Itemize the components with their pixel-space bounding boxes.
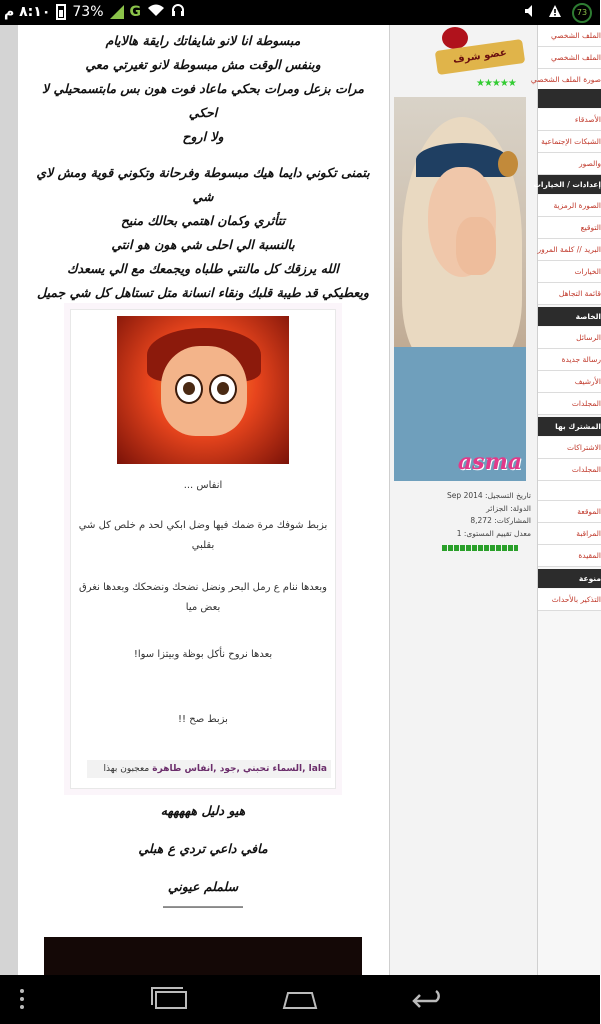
author-profile xyxy=(389,25,537,975)
sidebar-item-archive[interactable]: الأرشيف xyxy=(538,371,601,393)
left-gutter xyxy=(0,25,18,975)
cartoon-girl-image xyxy=(117,316,289,464)
signal-icon xyxy=(110,5,124,19)
sidebar-item-photos[interactable]: والصور xyxy=(538,153,601,175)
rank-title: عضو شرف xyxy=(435,39,525,75)
post-line: الله يرزقك كل مالنتي طلباه ويجمعك مع الي يسعدك xyxy=(67,261,339,276)
reg-date: Sep 2014 xyxy=(447,491,483,500)
country-row: الدولة: الجزائر xyxy=(486,503,531,513)
post-line: بتمنى تكوني دايما هيك مبسوطة وفرحانة وتكوني قوية ومش لاي شي xyxy=(36,165,370,204)
sidebar-item-event-reminder[interactable]: التذكير بالأحداث xyxy=(538,589,601,611)
level-bar xyxy=(442,545,518,551)
dark-image xyxy=(44,937,362,975)
sidebar-item-social[interactable]: الشبكات الإجتماعية xyxy=(538,131,601,153)
headset-icon xyxy=(171,3,185,21)
sidebar-item-folders[interactable]: المجلدات xyxy=(538,393,601,415)
sidebar-item-profile-picture[interactable]: صورة الملف الشخصي xyxy=(538,69,601,91)
sidebar-item-email-password[interactable]: البريد // كلمة المرور xyxy=(538,239,601,261)
status-right xyxy=(524,3,592,23)
post-end-line: مافي داعي تردي ع هبلي xyxy=(138,841,268,856)
sidebar-head-subscribed[interactable]: المشترك بها xyxy=(538,417,601,436)
post-line: ويعطيكي قد طيبة قلبك ونقاء انسانة متل تستاهل كل شي جميل xyxy=(37,285,369,300)
post-line: بالنسبة الي احلى شي هون هو انتي xyxy=(111,237,295,252)
back-icon[interactable] xyxy=(410,989,446,1011)
sidebar-item-ignore-list[interactable]: قائمة التجاهل xyxy=(538,283,601,305)
posts-count: 8,272 xyxy=(470,516,492,525)
avatar-signature: asma xyxy=(457,449,522,475)
warning-icon xyxy=(548,4,562,22)
android-nav-bar xyxy=(0,975,600,1024)
sidebar-item-new-message[interactable]: رسالة جديدة xyxy=(538,349,601,371)
quote-line: بزبط صح !! xyxy=(178,714,228,725)
post-line: مرات بزعل ومرات بحكي ماعاد فوت هون بس مابتسمحيلي لا احكي xyxy=(42,81,364,120)
sidebar-item-profile-2[interactable]: الملف الشخصي xyxy=(538,47,601,69)
status-bar xyxy=(0,0,600,25)
sidebar-head-settings[interactable]: إعدادات / الخيارات xyxy=(538,175,601,194)
reg-date-row: تاريخ التسجيل: Sep 2014 xyxy=(447,491,531,500)
likes-users[interactable]: lala ,السماء تحبني ,جود ,انفاس طاهرة xyxy=(152,764,327,774)
avatar[interactable] xyxy=(394,97,526,481)
likes-suffix: معجبون بهذا xyxy=(103,764,150,774)
post-end-line: سلملم عيوني xyxy=(167,879,239,894)
home-icon[interactable] xyxy=(282,991,318,1009)
quote-caption: انفاس ... xyxy=(183,480,223,491)
clock: ٨:١٠ م xyxy=(4,4,51,20)
quote-line: بزبط شوفك مرة ضمك فيها وضل ابكي لحد م خلص كل شي بقلبي xyxy=(78,520,328,551)
sidebar-item-signed[interactable]: الموقعة xyxy=(538,501,601,523)
recent-apps-icon[interactable] xyxy=(155,991,187,1009)
post-divider: ________________ xyxy=(163,897,243,908)
sidebar-head-network[interactable] xyxy=(538,89,601,108)
sidebar-head-private[interactable]: الخاصة xyxy=(538,307,601,326)
sidebar-item-friends[interactable]: الأصدقاء xyxy=(538,109,601,131)
battery-icon xyxy=(56,4,66,20)
post-line: وبنفس الوقت مش مبسوطة لانو تغيرتي معي xyxy=(85,57,321,72)
rose-icon xyxy=(442,27,468,49)
sidebar-item-sub-folders[interactable]: المجلدات xyxy=(538,459,601,481)
status-left xyxy=(4,3,185,21)
level-value: 1 xyxy=(456,528,462,538)
quote-line: وبعدها ننام ع رمل البحر ونضل نضحك ونضحكك وبعدها نغرق بعض ميا xyxy=(79,582,327,613)
profile-info xyxy=(394,490,531,540)
sidebar-item-options[interactable]: الخيارات xyxy=(538,261,601,283)
sidebar-head-misc[interactable]: منوعة xyxy=(538,569,601,588)
notification-badge: 73 xyxy=(572,3,592,23)
network-type: G xyxy=(129,4,141,20)
user-cp-sidebar xyxy=(530,25,601,975)
level-row: معدل تقييم المستوى: 1 xyxy=(456,528,531,538)
volume-icon xyxy=(524,4,538,22)
sidebar-blank xyxy=(538,481,601,501)
post-line: مبسوطة انا لانو شايفاتك رايقة هالايام xyxy=(105,33,301,48)
post-line: تتأثري وكمان اهتمي بحالك منيح xyxy=(120,213,286,228)
battery-percent: 73% xyxy=(72,4,104,20)
sidebar-item-signature[interactable]: التوقيع xyxy=(538,217,601,239)
quoted-post xyxy=(70,309,336,789)
rating-stars: ★★★★★ xyxy=(476,78,516,89)
likes-bar[interactable] xyxy=(87,760,331,778)
wifi-icon xyxy=(147,3,165,21)
post-line: ولا اروح xyxy=(182,129,224,144)
quote-line: بعدها نروح نأكل بوظة وبيتزا سوا! xyxy=(133,649,273,660)
menu-icon[interactable] xyxy=(20,989,26,1013)
brooch-icon xyxy=(498,151,518,177)
posts-row: المشاركات: 8,272 xyxy=(470,516,531,525)
post-text-a xyxy=(18,25,388,353)
sidebar-item-profile[interactable]: الملف الشخصي xyxy=(538,25,601,47)
sidebar-item-restricted[interactable]: المقيدة xyxy=(538,545,601,567)
country: الجزائر xyxy=(486,503,508,513)
sidebar-item-moderated[interactable]: المراقبة xyxy=(538,523,601,545)
sidebar-item-messages[interactable]: الرسائل xyxy=(538,327,601,349)
sidebar-item-avatar[interactable]: الصورة الرمزية xyxy=(538,195,601,217)
post-content xyxy=(18,25,388,975)
rank-badge xyxy=(436,27,526,79)
sidebar-item-subscriptions[interactable]: الاشتراكات xyxy=(538,437,601,459)
post-end-line: هيو دليل هههههه xyxy=(160,803,246,818)
